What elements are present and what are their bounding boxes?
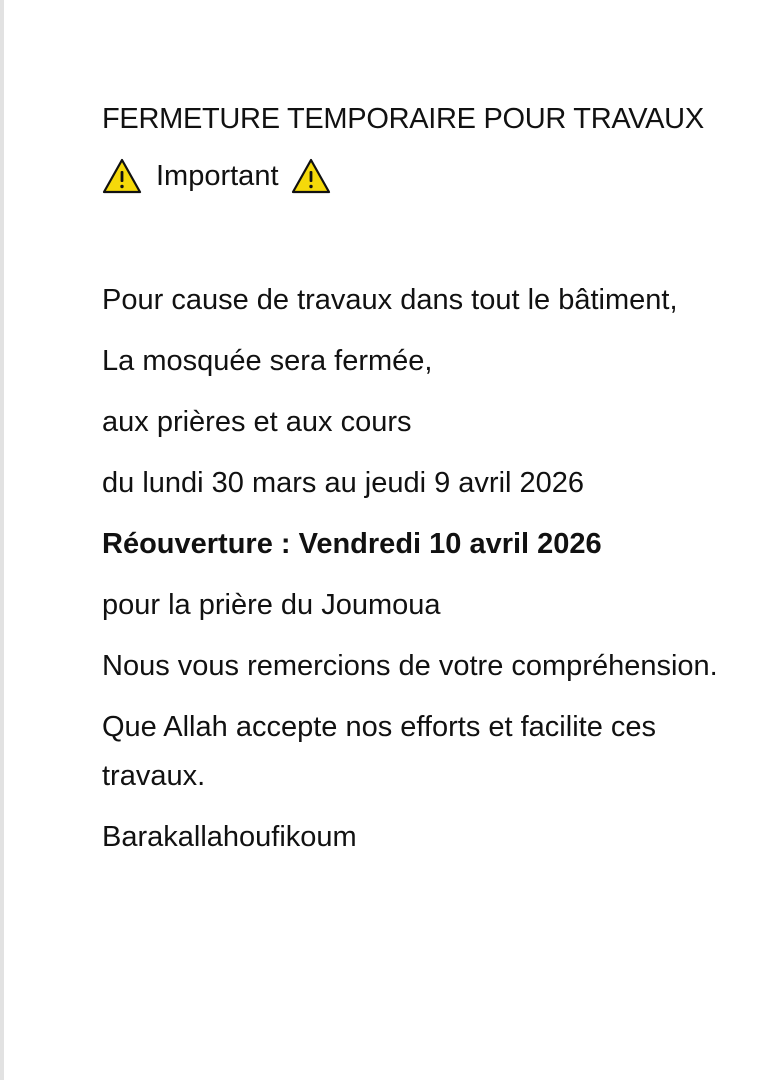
warning-triangle-icon: [102, 158, 142, 194]
paragraph-joumoua: pour la prière du Joumoua: [102, 589, 441, 621]
warning-triangle-icon: [291, 158, 331, 194]
important-label: Important: [156, 159, 279, 192]
paragraph-reopening: Réouverture : Vendredi 10 avril 2026: [102, 528, 602, 560]
paragraph-thanks: Nous vous remercions de votre compréhension.: [102, 650, 718, 682]
notice-document: [102, 94, 742, 874]
paragraph-prayer-wish: Que Allah accepte nos efforts et facilite ces travaux.: [102, 711, 657, 792]
paragraph-prayers-courses: aux prières et aux cours: [102, 406, 412, 438]
paragraph-closure-dates: du lundi 30 mars au jeudi 9 avril 2026: [102, 467, 585, 499]
notice-title: FERMETURE TEMPORAIRE POUR TRAVAUX: [102, 103, 704, 135]
paragraph-closing: Barakallahoufikoum: [102, 821, 357, 853]
paragraph-mosque-closed: La mosquée sera fermée,: [102, 345, 433, 377]
page-edge: [0, 0, 4, 1080]
notice-body: [102, 276, 742, 862]
important-banner: [102, 152, 742, 200]
paragraph-works-reason: Pour cause de travaux dans tout le bâtiment,: [102, 284, 678, 316]
